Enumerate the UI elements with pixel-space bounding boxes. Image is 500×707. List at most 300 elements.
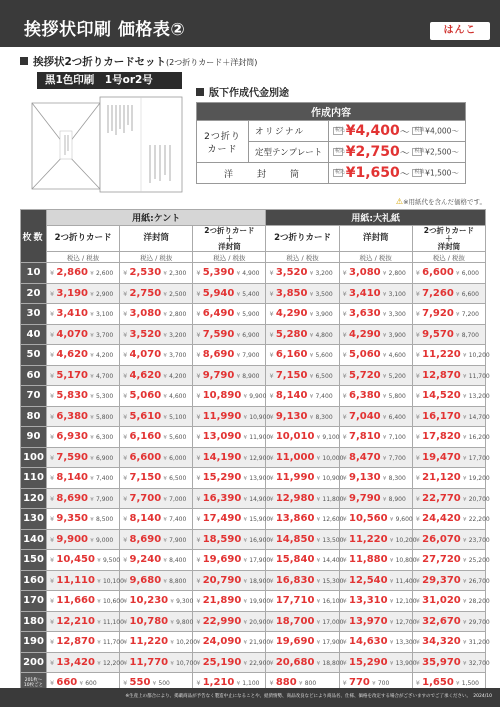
yen-symbol: ¥	[316, 578, 321, 585]
price-tax-in: 3,850	[275, 287, 308, 299]
price-tax-ex: 8,400	[169, 557, 187, 565]
tax-subheader: 税込 / 税抜	[120, 252, 193, 263]
yen-symbol: ¥	[50, 494, 55, 503]
yen-symbol: ¥	[123, 494, 128, 503]
price-tax-ex: 11,400	[395, 577, 417, 585]
yen-symbol: ¥	[90, 414, 94, 421]
price-cell	[266, 652, 344, 673]
yen-symbol: ¥	[462, 496, 467, 503]
price-row	[21, 324, 486, 345]
price-cell	[120, 550, 193, 571]
quantity-cell: 201枚〜 10枚ごと	[21, 673, 47, 694]
price-row	[21, 632, 486, 653]
card-envelope-illustration	[30, 95, 185, 195]
price-tax-in: 12,870	[56, 636, 95, 648]
yen-symbol: ¥	[163, 435, 167, 442]
price-cell	[266, 406, 339, 427]
price-tax-ex: 3,700	[169, 352, 187, 360]
yen-symbol: ¥	[342, 453, 347, 462]
price-tax-in: 9,790	[202, 369, 235, 381]
price-tax-in: 9,790	[349, 492, 381, 504]
yen-symbol: ¥	[170, 619, 174, 626]
price-tax-ex: 7,400	[315, 393, 333, 401]
price-tax-ex: 8,800	[169, 577, 187, 585]
yen-symbol: ¥	[342, 310, 347, 319]
price-tax-in: 6,930	[56, 431, 89, 443]
yen-symbol: ¥	[389, 537, 394, 544]
price-tax-ex: 7,700	[388, 454, 406, 462]
price-tax-in: 9,680	[129, 574, 162, 586]
yen-symbol: ¥	[236, 332, 241, 339]
price-tax-in: 8,140	[275, 390, 308, 402]
yen-symbol: ¥	[462, 558, 467, 565]
price-cell	[412, 324, 485, 345]
yen-symbol: ¥	[243, 496, 248, 503]
price-tax-in: 14,190	[202, 451, 242, 463]
price-cell	[47, 447, 120, 468]
tax-in-label: 税込	[335, 127, 346, 134]
price-cell	[120, 345, 193, 366]
option-price: 税込 ¥2,750〜 税抜 ¥2,500〜	[329, 142, 466, 163]
price-tax-in: 6,160	[275, 349, 308, 361]
price-tax-ex: 10,200	[395, 536, 417, 544]
price-tax-ex: 8,900	[388, 495, 406, 503]
yen-symbol: ¥	[196, 453, 201, 462]
yen-symbol: ¥	[163, 476, 167, 483]
yen-symbol: ¥	[196, 638, 201, 647]
price-tax-in: 5,610	[129, 410, 162, 422]
yen-symbol: ¥	[97, 640, 101, 647]
price-tax-ex: 2,600	[95, 270, 114, 278]
yen-symbol: ¥	[243, 455, 248, 462]
price-tax-in: 14,520	[422, 390, 461, 402]
price-tax-in: 5,060	[129, 390, 162, 402]
price-cell	[339, 488, 412, 509]
price-cell	[120, 529, 193, 550]
yen-symbol: ¥	[90, 271, 94, 278]
price-tax-ex: 1,100	[242, 680, 260, 688]
price-tax-ex: 6,300	[95, 434, 114, 442]
yen-symbol: ¥	[243, 394, 248, 401]
column-header: 2つ折りカード	[47, 226, 120, 252]
price-cell	[266, 304, 339, 325]
yen-symbol: ¥	[316, 537, 321, 544]
yen-symbol: ¥	[196, 310, 201, 319]
price-tax-in: 5,940	[202, 287, 235, 299]
yen-symbol: ¥	[269, 556, 274, 565]
yen-symbol: ¥	[50, 433, 55, 442]
price-tax-ex: 5,400	[242, 290, 260, 298]
price-cell	[412, 488, 490, 509]
price-cell	[339, 652, 417, 673]
yen-symbol: ¥	[196, 392, 201, 401]
price-tax-in: 3,410	[349, 287, 381, 299]
yen-symbol: ¥	[196, 269, 201, 278]
column-header: 洋封筒	[120, 226, 193, 252]
price-tax-ex: 4,200	[95, 352, 114, 360]
price-tax-in: 4,290	[275, 308, 308, 320]
yen-symbol: ¥	[90, 291, 94, 298]
yen-symbol: ¥	[50, 576, 55, 585]
price-tax-ex: 10,700	[176, 659, 198, 667]
price-tax-ex: 3,200	[315, 270, 333, 278]
yen-symbol: ¥	[456, 681, 460, 688]
yen-symbol: ¥	[50, 330, 55, 339]
price-cell	[339, 529, 417, 550]
price-tax-ex: 6,000	[461, 270, 479, 278]
yen-symbol: ¥	[50, 289, 55, 298]
yen-symbol: ¥	[269, 269, 274, 278]
price-tax-ex: 7,000	[169, 495, 187, 503]
yen-symbol: ¥	[316, 558, 321, 565]
yen-symbol: ¥	[243, 558, 248, 565]
price-tax-in: 9,570	[422, 328, 454, 340]
price-tax-in: 11,000	[275, 451, 315, 463]
yen-symbol: ¥	[462, 537, 467, 544]
price-tax-in: 3,630	[349, 308, 381, 320]
quantity-cell: 130	[21, 509, 47, 530]
price-tax-ex: 31,200	[468, 639, 490, 647]
print-type-badge: 黒1色印刷 1号or2号	[37, 72, 182, 89]
yen-symbol: ¥	[123, 597, 128, 606]
price-tax-in: 9,350	[56, 513, 89, 525]
yen-symbol: ¥	[163, 537, 167, 544]
column-header: 2つ折りカード	[266, 226, 339, 252]
price-cell	[120, 611, 193, 632]
price-tax-ex: 3,900	[388, 331, 406, 339]
price-tax-in: 9,130	[349, 472, 381, 484]
yen-symbol: ¥	[415, 679, 420, 688]
price-cell	[412, 406, 490, 427]
yen-symbol: ¥	[196, 412, 201, 421]
price-tax-ex: 8,300	[315, 413, 333, 421]
yen-symbol: ¥	[90, 435, 94, 442]
price-cell	[339, 447, 412, 468]
price-cell	[47, 345, 120, 366]
yen-symbol: ¥	[456, 271, 460, 278]
price-tax-in: 16,390	[202, 492, 242, 504]
yen-symbol: ¥	[123, 474, 128, 483]
yen-symbol: ¥	[196, 351, 201, 360]
price-table	[20, 209, 490, 694]
price-row	[21, 386, 486, 407]
price-tax-ex: 17,900	[249, 557, 271, 565]
price-tax-ex: 10,600	[102, 598, 124, 606]
yen-symbol: ¥	[342, 515, 347, 524]
price-tax-in: 12,980	[275, 492, 315, 504]
price-tax-ex: 6,900	[95, 454, 114, 462]
footer-disclaimer: ※生産上の都合により、掲載商品が予告なく製造中止になることや、経済情勢、商品改良などにより商品名、仕様、価格を改定する場合がございますのでご了承ください。 2024/10	[125, 694, 492, 699]
price-tax-ex: 7,400	[169, 516, 187, 524]
price-tax-in: 13,420	[56, 656, 95, 668]
yen-symbol: ¥	[342, 392, 347, 401]
price-cell	[266, 611, 344, 632]
yen-symbol: ¥	[123, 576, 128, 585]
price-tax-ex: 3,200	[169, 331, 187, 339]
price-tax-in: 3,190	[56, 287, 89, 299]
yen-symbol: ¥	[196, 535, 201, 544]
price-tax-ex: 600	[85, 680, 97, 688]
price-cell	[47, 283, 120, 304]
price-row	[21, 283, 486, 304]
yen-symbol: ¥	[123, 330, 128, 339]
price-tax-in: 34,320	[422, 636, 461, 648]
yen-symbol: ¥	[90, 517, 94, 524]
price-cell	[120, 468, 193, 489]
price-cell	[193, 550, 271, 571]
price-tax-ex: 14,400	[322, 557, 344, 565]
price-tax-ex: 9,500	[102, 557, 121, 565]
quantity-cell: 90	[21, 427, 47, 448]
price-tax-ex: 6,500	[169, 475, 187, 483]
price-tax-in: 13,860	[275, 513, 315, 525]
yen-symbol: ¥	[50, 617, 55, 626]
price-tax-in: 6,490	[202, 308, 235, 320]
price-tax-ex: 5,200	[388, 372, 406, 380]
yen-symbol: ¥	[342, 576, 347, 585]
price-tax-in: 26,070	[422, 533, 461, 545]
price-tax-ex: 5,600	[315, 352, 333, 360]
tax-subheader-row	[21, 252, 486, 263]
quantity-cell: 200	[21, 652, 47, 673]
price-tax-ex: 17,700	[468, 454, 490, 462]
yen-symbol: ¥	[342, 679, 347, 688]
yen-symbol: ¥	[90, 496, 94, 503]
set-title	[20, 54, 257, 69]
option-item: オリジナル	[249, 121, 329, 142]
yen-symbol: ¥	[456, 291, 460, 298]
option-price-ex: ¥2,500〜	[425, 147, 459, 157]
yen-symbol: ¥	[50, 658, 55, 667]
price-tax-in: 7,260	[422, 287, 454, 299]
price-cell	[120, 283, 193, 304]
yen-symbol: ¥	[196, 289, 201, 298]
yen-symbol: ¥	[243, 537, 248, 544]
page-title: 挨拶状印刷 価格表②	[24, 20, 186, 40]
price-row	[21, 509, 486, 530]
price-tax-in: 14,630	[349, 636, 388, 648]
price-tax-in: 9,130	[275, 410, 308, 422]
quantity-cell: 60	[21, 365, 47, 386]
yen-symbol: ¥	[342, 474, 347, 483]
yen-symbol: ¥	[236, 681, 241, 688]
yen-symbol: ¥	[123, 679, 128, 688]
price-tax-in: 11,220	[349, 533, 388, 545]
price-cell	[339, 283, 412, 304]
price-cell	[193, 591, 271, 612]
yen-symbol: ¥	[269, 453, 274, 462]
price-tax-ex: 5,800	[388, 393, 406, 401]
options-title-text: 版下作成代金別途	[209, 88, 289, 99]
quantity-cell: 80	[21, 406, 47, 427]
tax-in-label: 税込	[335, 169, 346, 176]
price-tax-ex: 11,900	[249, 434, 271, 442]
yen-symbol: ¥	[462, 578, 467, 585]
price-tax-ex: 3,500	[315, 290, 333, 298]
price-tax-ex: 11,800	[322, 495, 344, 503]
yen-symbol: ¥	[342, 535, 347, 544]
yen-symbol: ¥	[123, 658, 128, 667]
yen-symbol: ¥	[309, 291, 314, 298]
price-cell	[339, 550, 417, 571]
tax-ex-label: 税抜	[414, 169, 425, 176]
price-tax-in: 12,870	[422, 369, 461, 381]
price-tax-in: 24,420	[422, 513, 461, 525]
option-price: 税込 ¥1,650〜 税抜 ¥1,500〜	[329, 163, 466, 184]
price-cell	[193, 468, 271, 489]
price-cell	[266, 447, 344, 468]
yen-symbol: ¥	[90, 332, 94, 339]
yen-symbol: ¥	[163, 271, 167, 278]
yen-symbol: ¥	[163, 291, 167, 298]
options-table	[196, 102, 466, 184]
yen-symbol: ¥	[462, 619, 467, 626]
price-cell	[193, 488, 271, 509]
quantity-cell: 40	[21, 324, 47, 345]
yen-symbol: ¥	[415, 412, 420, 421]
square-bullet-icon	[196, 88, 204, 96]
price-tax-ex: 700	[377, 680, 390, 688]
yen-symbol: ¥	[382, 291, 387, 298]
yen-symbol: ¥	[50, 412, 55, 421]
price-tax-in: 14,850	[275, 533, 315, 545]
price-tax-ex: 12,600	[322, 516, 344, 524]
price-tax-ex: 19,200	[468, 475, 490, 483]
yen-symbol: ¥	[90, 394, 94, 401]
yen-symbol: ¥	[342, 412, 347, 421]
price-cell	[193, 345, 266, 366]
yen-symbol: ¥	[79, 681, 83, 688]
yen-symbol: ¥	[50, 453, 55, 462]
price-cell	[412, 427, 490, 448]
price-cell	[266, 468, 344, 489]
column-header-row	[21, 226, 486, 252]
price-tax-in: 11,770	[129, 656, 169, 668]
price-tax-in: 20,680	[275, 656, 315, 668]
yen-symbol: ¥	[90, 353, 94, 360]
price-tax-ex: 11,700	[468, 372, 490, 380]
yen-symbol: ¥	[97, 558, 101, 565]
price-tax-ex: 800	[304, 680, 317, 688]
price-cell	[266, 591, 344, 612]
yen-symbol: ¥	[196, 556, 201, 565]
price-cell	[339, 591, 417, 612]
price-cell	[47, 386, 120, 407]
yen-symbol: ¥	[415, 371, 420, 380]
yen-symbol: ¥	[269, 679, 274, 688]
tax-subheader: 税込 / 税抜	[339, 252, 412, 263]
price-cell	[193, 263, 266, 284]
yen-symbol: ¥	[382, 332, 387, 339]
yen-symbol: ¥	[123, 269, 128, 278]
price-tax-in: 2,530	[129, 267, 162, 279]
price-cell	[120, 324, 193, 345]
yen-symbol: ¥	[50, 535, 55, 544]
option-item: 定型テンプレート	[249, 142, 329, 163]
price-tax-in: 12,210	[56, 615, 95, 627]
yen-symbol: ¥	[170, 599, 174, 606]
yen-symbol: ¥	[342, 269, 347, 278]
price-cell	[412, 468, 490, 489]
price-tax-ex: 4,200	[169, 372, 187, 380]
price-tax-ex: 6,500	[315, 372, 333, 380]
yen-symbol: ¥	[382, 394, 387, 401]
yen-symbol: ¥	[415, 535, 420, 544]
price-tax-in: 3,520	[275, 267, 308, 279]
price-cell	[47, 529, 120, 550]
price-tax-in: 770	[349, 677, 370, 689]
tax-subheader: 税込 / 税抜	[47, 252, 120, 263]
price-tax-ex: 6,900	[242, 331, 260, 339]
yen-symbol: ¥	[50, 679, 55, 688]
option-category: 洋 封 筒	[197, 163, 329, 184]
price-tax-in: 9,900	[56, 533, 89, 545]
price-cell	[412, 570, 490, 591]
price-tax-ex: 2,800	[169, 311, 187, 319]
yen-symbol: ¥	[196, 515, 201, 524]
price-cell	[412, 345, 490, 366]
price-cell	[266, 550, 344, 571]
price-tax-in: 19,690	[275, 636, 315, 648]
quantity-cell: 140	[21, 529, 47, 550]
price-cell	[412, 304, 485, 325]
price-tax-ex: 10,900	[249, 413, 271, 421]
price-tax-in: 2,860	[56, 267, 89, 279]
paper-kent-header: 用紙:ケント	[47, 210, 266, 226]
yen-symbol: ¥	[269, 515, 274, 524]
yen-symbol: ¥	[236, 271, 241, 278]
yen-symbol: ¥	[309, 312, 314, 319]
price-cell	[266, 509, 344, 530]
price-tax-ex: 4,800	[315, 331, 333, 339]
price-tax-ex: 4,900	[242, 270, 260, 278]
price-tax-in: 5,060	[349, 349, 381, 361]
price-tax-ex: 13,200	[468, 393, 490, 401]
price-cell	[266, 386, 339, 407]
price-cell	[47, 488, 120, 509]
yen-symbol: ¥	[243, 414, 248, 421]
price-cell	[266, 529, 344, 550]
price-row	[21, 570, 486, 591]
yen-symbol: ¥	[163, 332, 167, 339]
price-tax-in: 17,710	[275, 595, 315, 607]
price-cell	[266, 263, 339, 284]
price-cell	[120, 632, 198, 653]
yen-symbol: ¥	[389, 517, 394, 524]
price-tax-in: 29,370	[422, 574, 461, 586]
price-tax-ex: 18,800	[322, 659, 344, 667]
price-tax-in: 13,310	[349, 595, 388, 607]
yen-symbol: ¥	[269, 412, 274, 421]
price-tax-in: 16,170	[422, 410, 461, 422]
yen-symbol: ¥	[316, 660, 321, 667]
yen-symbol: ¥	[123, 289, 128, 298]
price-tax-in: 17,490	[202, 513, 242, 525]
yen-symbol: ¥	[269, 289, 274, 298]
yen-symbol: ¥	[163, 414, 167, 421]
yen-symbol: ¥	[243, 435, 248, 442]
price-tax-ex: 3,900	[315, 311, 333, 319]
price-cell	[412, 365, 490, 386]
price-tax-ex: 9,600	[395, 516, 413, 524]
price-tax-ex: 9,800	[176, 618, 194, 626]
price-cell	[193, 427, 271, 448]
price-row	[21, 345, 486, 366]
yen-symbol: ¥	[163, 373, 167, 380]
price-tax-ex: 22,200	[468, 516, 490, 524]
yen-symbol: ¥	[269, 351, 274, 360]
price-cell	[339, 365, 412, 386]
